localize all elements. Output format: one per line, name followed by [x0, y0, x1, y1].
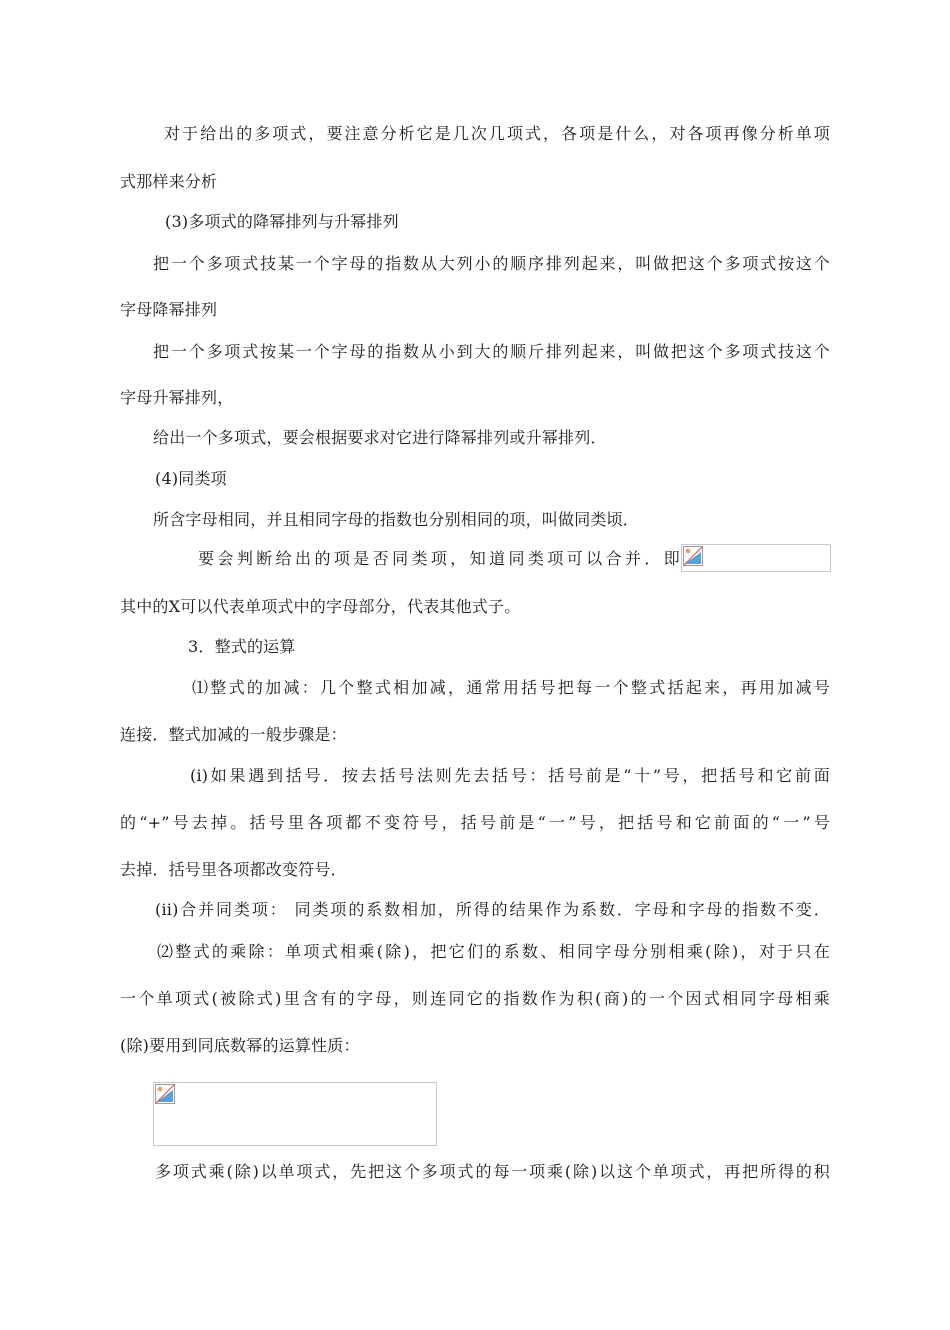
formula-image	[153, 1082, 437, 1146]
paragraph-line: 把一个多项式按某一个字母的指数从小到大的顺斤排列起来，叫做把这个多项式技这个	[153, 342, 830, 361]
paragraph-line: 一个单项式(被除式)里含有的字母，则连同它的指数作为积(商)的一个因式相同字母相乘	[120, 989, 830, 1008]
paragraph-line: 给出一个多项式，要会根据要求对它进行降幂排列或升幂排列．	[153, 428, 607, 447]
paragraph-line: (i)如果遇到括号．按去括号法则先去括号：括号前是“十”号，把括号和它前面	[190, 766, 830, 785]
paragraph-line: 其中的X可以代表单项式中的字母部分，代表其他式子。	[120, 597, 521, 616]
formula-image	[681, 544, 831, 572]
paragraph-line: (除)要用到同底数幂的运算性质：	[120, 1036, 360, 1055]
paragraph-line: ⑵整式的乘除：单项式相乘(除)，把它们的系数、相同字母分别相乘(除)，对于只在	[157, 942, 830, 961]
paragraph-line: 所含字母相同，并且相同字母的指数也分别相同的项，叫做同类顷．	[153, 510, 640, 529]
paragraph-line: 的“+”号去掉。括号里各项都不变符号，括号前是“一”号，把括号和它前面的“一”号	[120, 813, 830, 832]
paragraph-line: ⑴整式的加减：几个整式相加减，通常用括号把每一个整式括起来，再用加减号	[192, 678, 830, 697]
paragraph-line: 式那样来分析	[120, 172, 218, 191]
paragraph-line: (ii)合并同类项： 同类项的系数相加，所得的结果作为系数．字母和字母的指数不变．	[155, 900, 830, 919]
paragraph-line: 连接．整式加减的一般步骤是：	[120, 725, 347, 744]
paragraph-line: 要会判断给出的项是否同类项，知道同类项可以合并．即	[198, 549, 680, 568]
paragraph-line: 去掉．括号里各项都改变符号．	[120, 860, 347, 879]
section-heading: (3)多项式的降幂排列与升幂排列	[165, 212, 399, 231]
broken-image-icon	[155, 1084, 175, 1104]
paragraph-line: 字母升幂排列，	[120, 388, 234, 407]
paragraph-line: 把一个多项式技某一个字母的指数从大列小的顺序排列起来，叫做把这个多项式按这个	[153, 254, 830, 273]
section-heading: 3．整式的运算	[188, 637, 296, 656]
paragraph-line: 对于给出的多项式，要注意分析它是几次几项式，各项是什么，对各项再像分析单项	[164, 124, 830, 143]
broken-image-icon	[683, 546, 703, 566]
paragraph-line: 字母降幂排列	[120, 300, 218, 319]
section-heading: (4)同类项	[155, 469, 227, 488]
paragraph-line: 多项式乘(除)以单项式，先把这个多项式的每一项乘(除)以这个单项式，再把所得的积	[155, 1162, 830, 1181]
